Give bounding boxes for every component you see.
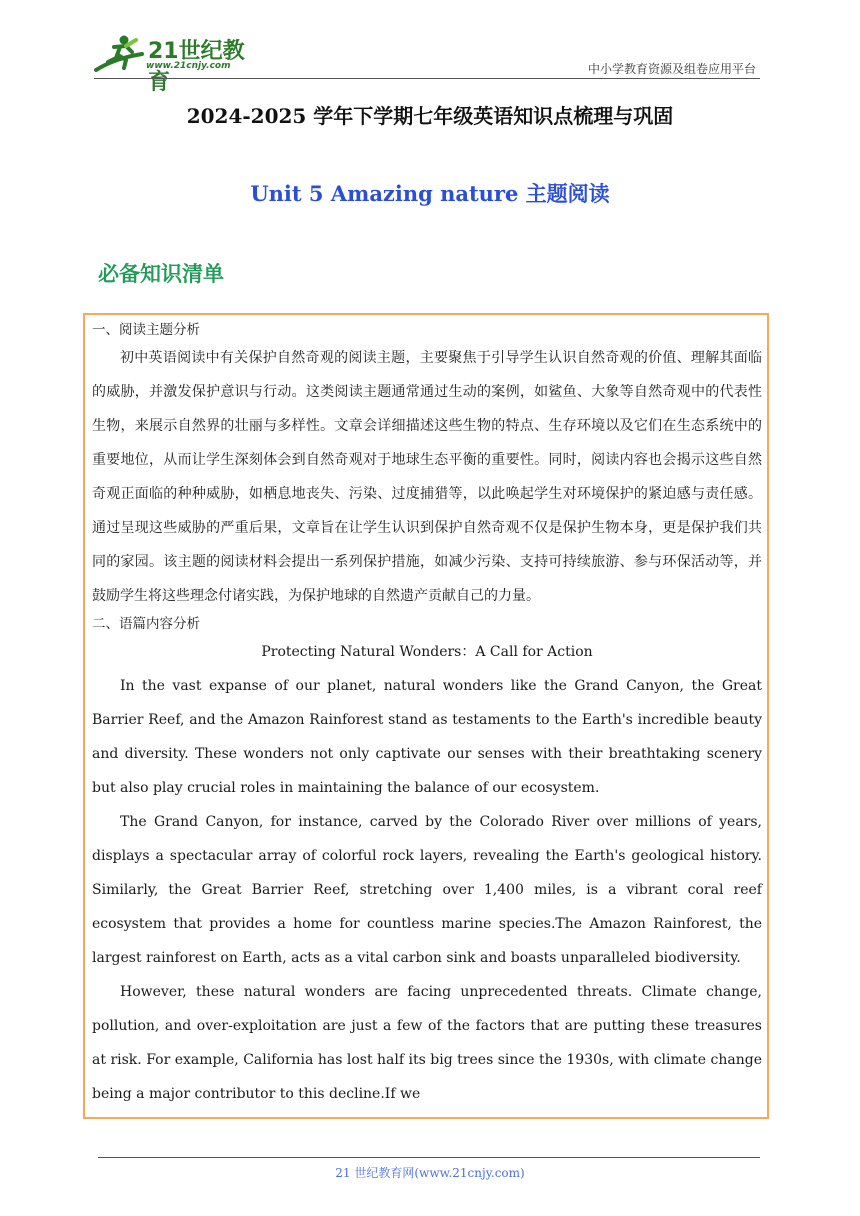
article-paragraph: However, these natural wonders are facing unprecedented threats. Climate change, pollution, and over-exploitation are just a few of the factors that are putting these treasures at risk. For example, California has lost half its big trees since the 1930s, with climate change being a major contributor to this decline.If we bbox=[92, 984, 762, 1102]
footer-link[interactable]: 21 世纪教育网(www.21cnjy.com) bbox=[335, 1166, 525, 1180]
heading-text-analysis: 二、语篇内容分析 bbox=[92, 616, 200, 632]
section-title: 必备知识清单 bbox=[98, 262, 224, 286]
content-inner bbox=[92, 319, 762, 1111]
unit-subtitle: Unit 5 Amazing nature 主题阅读 bbox=[250, 181, 610, 206]
site-logo[interactable] bbox=[92, 34, 262, 95]
article-paragraph: In the vast expanse of our planet, natural wonders like the Grand Canyon, the Great Barrier Reef, and the Amazon Rainforest stand as testaments to the Earth's incredible beauty and diversity. These wonders not only captivate our senses with their breathtaking scenery but also play crucial roles in maintaining the balance of our ecosystem. bbox=[92, 678, 762, 796]
heading-theme-analysis: 一、阅读主题分析 bbox=[92, 322, 200, 338]
page-title: 2024-2025 学年下学期七年级英语知识点梳理与巩固 bbox=[186, 104, 674, 128]
page-header bbox=[0, 0, 860, 95]
article-paragraph: The Grand Canyon, for instance, carved by the Colorado River over millions of years, displays a spectacular array of colorful rock layers, revealing the Earth's geological history. Similarly, the Great Barrier Reef, stretching over 1,400 miles, is a vibrant coral reef ecosystem that provides a home for countless marine species.The Amazon Rainforest, the largest rainforest on Earth, acts as a vital carbon sink and boasts unparalleled biodiversity. bbox=[92, 814, 762, 966]
logo-text: 21世纪教育 bbox=[148, 39, 245, 95]
paragraph-chinese: 初中英语阅读中有关保护自然奇观的阅读主题，主要聚焦于引导学生认识自然奇观的价值、理解其面临的威胁，并激发保护意识与行动。这类阅读主题通常通过生动的案例，如鲨鱼、大象等自然奇观中的代表性生物，来展示自然界的壮丽与多样性。文章会详细描述这些生物的特点、生存环境以及它们在生态系统中的重要地位，从而让学生深刻体会到自然奇观对于地球生态平衡的重要性。同时，阅读内容也会揭示这些自然奇观正面临的种种威胁，如栖息地丧失、污染、过度捕猎等，以此唤起学生对环境保护的紧迫感与责任感。通过呈现这些威胁的严重后果，文章旨在让学生认识到保护自然奇观不仅是保护生物本身，更是保护我们共同的家园。该主题的阅读材料会提出一系列保护措施，如减少污染、支持可持续旅游、参与环保活动等，并鼓励学生将这些理念付诸实践，为保护地球的自然遗产贡献自己的力量。 bbox=[92, 350, 762, 604]
article-title: Protecting Natural Wonders：A Call for Action bbox=[261, 644, 593, 660]
header-divider bbox=[94, 78, 760, 79]
logo-url: www.21cnjy.com bbox=[146, 61, 231, 71]
platform-name: 中小学教育资源及组卷应用平台 bbox=[587, 62, 756, 76]
content-box bbox=[83, 313, 769, 1119]
runner-logo-icon bbox=[92, 34, 146, 74]
footer-divider bbox=[98, 1157, 760, 1158]
